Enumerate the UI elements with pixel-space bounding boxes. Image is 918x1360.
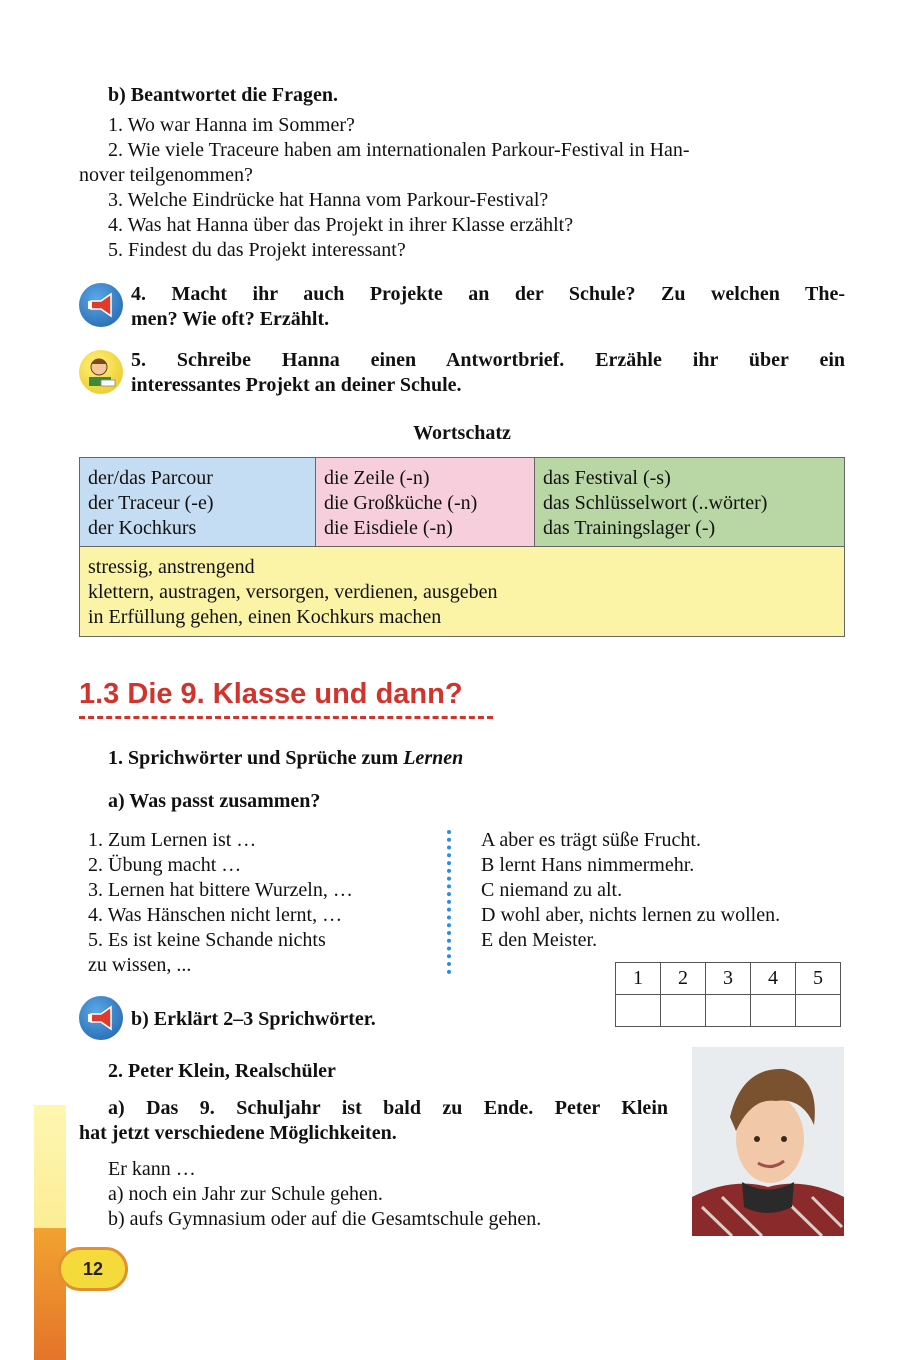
grid-header: 3 (706, 963, 751, 995)
sprichwoerter-sub-b: b) Erklärt 2–3 Sprichwörter. (131, 1008, 376, 1030)
peter-sub-a-line1: a) Das 9. Schuljahr ist bald zu Ende. Peter Klein (108, 1097, 668, 1119)
side-band-orange (34, 1228, 66, 1360)
vocab-col-nouns-neut (535, 458, 844, 547)
task4-line2: men? Wie oft? Erzählt. (131, 308, 330, 330)
list-item: D wohl aber, nichts lernen zu wollen. (481, 904, 781, 926)
sprichwoerter-heading (108, 746, 463, 771)
list-item: 3. Lernen hat bittere Wurzeln, … (88, 879, 353, 901)
grid-answer-cell[interactable] (616, 995, 661, 1027)
wortschatz-table (79, 457, 845, 637)
question-5: 5. Findest du das Projekt interessant? (108, 239, 406, 261)
peter-photo (692, 1047, 844, 1236)
grid-header: 4 (751, 963, 796, 995)
dotted-divider (447, 830, 451, 974)
list-item: C niemand zu alt. (481, 879, 623, 901)
peter-intro: Er kann … (108, 1158, 196, 1180)
peter-heading: 2. Peter Klein, Realschüler (108, 1060, 336, 1082)
list-item: 5. Es ist keine Schande nichts (88, 929, 326, 951)
grid-header: 1 (616, 963, 661, 995)
proverb-endings (481, 828, 780, 953)
task3b-heading: b) Beantwortet die Fragen. (108, 84, 338, 106)
vocab-word: der/das Parcour (88, 467, 213, 489)
writing-boy-icon (79, 350, 123, 394)
sprichwoerter-heading-italic: Lernen (403, 747, 464, 769)
vocab-line: in Erfüllung gehen, einen Kochkurs machen (88, 606, 442, 628)
question-1: 1. Wo war Hanna im Sommer? (108, 114, 355, 136)
vocab-line: klettern, austragen, versorgen, verdienen, ausgeben (88, 581, 498, 603)
vocab-word: die Großküche (-n) (324, 492, 478, 514)
list-item: 2. Übung macht … (88, 854, 242, 876)
grid-header: 2 (661, 963, 706, 995)
grid-answer-cell[interactable] (751, 995, 796, 1027)
list-item: zu wissen, ... (88, 954, 192, 976)
vocab-word: die Zeile (-n) (324, 467, 430, 489)
section-title: 1.3 Die 9. Klasse und dann? (79, 678, 463, 710)
sprichwoerter-heading-text: 1. Sprichwörter und Sprüche zum (108, 747, 404, 769)
section-title-underline (79, 716, 493, 719)
list-item: B lernt Hans nimmermehr. (481, 854, 695, 876)
question-4: 4. Was hat Hanna über das Projekt in ihrer Klasse erzählt? (108, 214, 574, 236)
vocab-line: stressig, anstrengend (88, 556, 255, 578)
page-number: 12 (58, 1247, 128, 1291)
question-3: 3. Welche Eindrücke hat Hanna vom Parkour-Festival? (108, 189, 549, 211)
vocab-word: der Kochkurs (88, 517, 197, 539)
megaphone-icon (79, 283, 123, 327)
grid-answer-cell[interactable] (661, 995, 706, 1027)
sprichwoerter-sub-a: a) Was passt zusammen? (108, 790, 321, 812)
vocab-col-nouns-fem (316, 458, 535, 547)
peter-sub-a-line2: hat jetzt verschiedene Möglichkeiten. (79, 1122, 397, 1144)
grid-header: 5 (796, 963, 841, 995)
vocab-word: das Trainingslager (-) (543, 517, 716, 539)
task5-line2: interessantes Projekt an deiner Schule. (131, 374, 462, 396)
vocab-word: das Schlüsselwort (..wörter) (543, 492, 768, 514)
option-b: b) aufs Gymnasium oder auf die Gesamtschule gehen. (108, 1208, 542, 1230)
question-2-line1: 2. Wie viele Traceure haben am internationalen Parkour-Festival in Han- (108, 139, 690, 161)
task4-line1: 4. Macht ihr auch Projekte an der Schule? Zu welchen The- (131, 283, 845, 305)
grid-answer-cell[interactable] (796, 995, 841, 1027)
grid-answer-cell[interactable] (706, 995, 751, 1027)
vocab-col-nouns-masc (80, 458, 316, 547)
answer-grid (615, 962, 841, 1027)
task5-line1: 5. Schreibe Hanna einen Antwortbrief. Erzähle ihr über ein (131, 349, 845, 371)
proverb-beginnings (88, 828, 353, 978)
vocab-row-other (80, 547, 844, 636)
list-item: 1. Zum Lernen ist … (88, 829, 257, 851)
wortschatz-title: Wortschatz (413, 422, 511, 444)
option-a: a) noch ein Jahr zur Schule gehen. (108, 1183, 383, 1205)
megaphone-icon (79, 996, 123, 1040)
vocab-word: der Traceur (-e) (88, 492, 214, 514)
vocab-word: die Eisdiele (-n) (324, 517, 453, 539)
question-2-line2: nover teilgenommen? (79, 164, 253, 186)
list-item: E den Meister. (481, 929, 598, 951)
list-item: A aber es trägt süße Frucht. (481, 829, 701, 851)
vocab-word: das Festival (-s) (543, 467, 671, 489)
list-item: 4. Was Hänschen nicht lernt, … (88, 904, 343, 926)
